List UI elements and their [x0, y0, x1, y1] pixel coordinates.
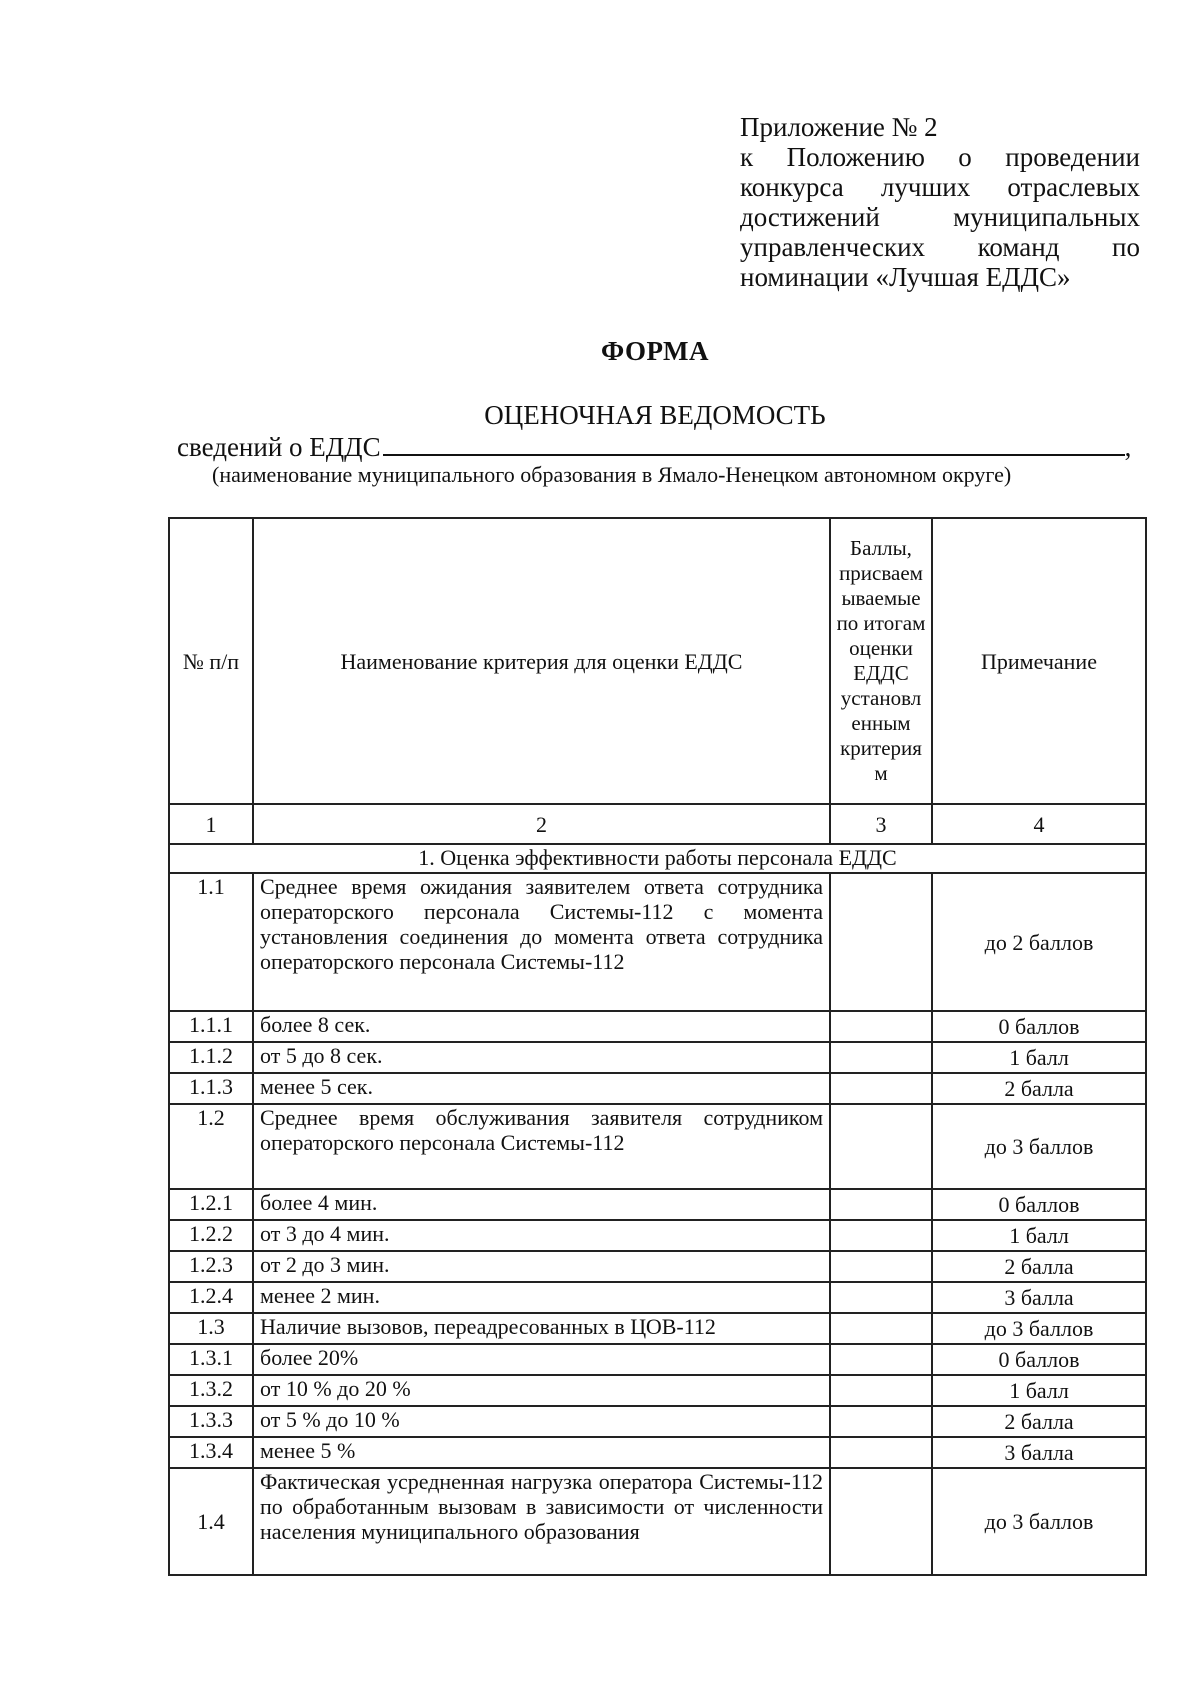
row-note: 0 баллов: [932, 1344, 1146, 1375]
row-note: 0 баллов: [932, 1011, 1146, 1042]
header-points: Баллы, присваем ываемые по итогам оценки ЕДДС установл енным критерия м: [830, 518, 932, 804]
row-points: [830, 873, 932, 1011]
row-criterion: Среднее время обслуживания заявителя сотрудником операторского персонала Системы-112: [253, 1104, 830, 1189]
section-row: [169, 844, 1146, 873]
subject-blank-line: [383, 430, 1125, 456]
table-row: [169, 1042, 1146, 1073]
row-criterion: от 5 % до 10 %: [253, 1406, 830, 1437]
row-points: [830, 1251, 932, 1282]
table-row: [169, 1073, 1146, 1104]
appendix-line: Приложение № 2: [740, 112, 938, 142]
table-row: [169, 1375, 1146, 1406]
table-row: [169, 1437, 1146, 1468]
row-note: до 3 баллов: [932, 1468, 1146, 1575]
row-criterion: Среднее время ожидания заявителем ответа сотрудника операторского персонала Системы-112 с момента установления соединения до момента ответа сотрудника операторского персонала Системы-112: [253, 873, 830, 1011]
row-points: [830, 1073, 932, 1104]
row-points: [830, 1468, 932, 1575]
row-criterion: более 4 мин.: [253, 1189, 830, 1220]
appendix-line: управленческих команд по: [740, 232, 1140, 262]
row-points: [830, 1313, 932, 1344]
table-row: [169, 1251, 1146, 1282]
row-note: 1 балл: [932, 1042, 1146, 1073]
row-points: [830, 1375, 932, 1406]
row-note: до 3 баллов: [932, 1104, 1146, 1189]
table-row: [169, 873, 1146, 1011]
row-criterion: менее 5 %: [253, 1437, 830, 1468]
row-num: 1.1: [169, 873, 253, 1011]
form-title: ФОРМА: [601, 336, 709, 366]
row-num: 1.2.4: [169, 1282, 253, 1313]
col-number: 4: [932, 804, 1146, 844]
table-row: [169, 1189, 1146, 1220]
header-note: Примечание: [932, 518, 1146, 804]
row-points: [830, 1220, 932, 1251]
row-points: [830, 1042, 932, 1073]
row-criterion: от 10 % до 20 %: [253, 1375, 830, 1406]
header-criterion: Наименование критерия для оценки ЕДДС: [253, 518, 830, 804]
table-row: [169, 1406, 1146, 1437]
row-note: до 2 баллов: [932, 873, 1146, 1011]
row-note: до 3 баллов: [932, 1313, 1146, 1344]
table-row: [169, 1011, 1146, 1042]
sheet-title: ОЦЕНОЧНАЯ ВЕДОМОСТЬ: [484, 400, 826, 430]
appendix-line: к Положению о проведении: [740, 142, 1140, 172]
table-row: [169, 1344, 1146, 1375]
section-title: 1. Оценка эффективности работы персонала ЕДДС: [169, 844, 1146, 873]
col-number: 2: [253, 804, 830, 844]
row-points: [830, 1189, 932, 1220]
col-number: 3: [830, 804, 932, 844]
col-number: 1: [169, 804, 253, 844]
subject-label: сведений о ЕДДС: [177, 432, 381, 462]
row-num: 1.3: [169, 1313, 253, 1344]
row-criterion: от 5 до 8 сек.: [253, 1042, 830, 1073]
row-criterion: от 3 до 4 мин.: [253, 1220, 830, 1251]
criteria-table: [168, 517, 1147, 1576]
subject-line: [177, 430, 1131, 463]
row-note: 0 баллов: [932, 1189, 1146, 1220]
row-num: 1.2.2: [169, 1220, 253, 1251]
row-points: [830, 1282, 932, 1313]
row-criterion: менее 5 сек.: [253, 1073, 830, 1104]
row-points: [830, 1437, 932, 1468]
appendix-line: достижений муниципальных: [740, 202, 1140, 232]
row-num: 1.4: [169, 1468, 253, 1575]
row-num: 1.1.2: [169, 1042, 253, 1073]
row-note: 2 балла: [932, 1073, 1146, 1104]
row-num: 1.2.3: [169, 1251, 253, 1282]
row-criterion: менее 2 мин.: [253, 1282, 830, 1313]
row-points: [830, 1104, 932, 1189]
row-num: 1.1.3: [169, 1073, 253, 1104]
row-num: 1.3.2: [169, 1375, 253, 1406]
table-row: [169, 1468, 1146, 1575]
row-num: 1.1.1: [169, 1011, 253, 1042]
row-points: [830, 1344, 932, 1375]
row-points: [830, 1011, 932, 1042]
row-criterion: Наличие вызовов, переадресованных в ЦОВ-112: [253, 1313, 830, 1344]
row-criterion: Фактическая усредненная нагрузка оператора Системы-112 по обработанным вызовам в зависимости от численности населения муниципального образования: [253, 1468, 830, 1575]
row-note: 3 балла: [932, 1282, 1146, 1313]
table-row: [169, 1282, 1146, 1313]
subject-hint: (наименование муниципального образования в Ямало-Ненецком автономном округе): [212, 462, 1012, 487]
row-points: [830, 1406, 932, 1437]
appendix-block: [740, 112, 1140, 292]
table-row: [169, 1313, 1146, 1344]
row-num: 1.3.4: [169, 1437, 253, 1468]
row-num: 1.2: [169, 1104, 253, 1189]
row-note: 3 балла: [932, 1437, 1146, 1468]
row-note: 2 балла: [932, 1251, 1146, 1282]
row-num: 1.3.1: [169, 1344, 253, 1375]
row-num: 1.3.3: [169, 1406, 253, 1437]
table-header-row: [169, 518, 1146, 804]
table-row: [169, 1104, 1146, 1189]
row-num: 1.2.1: [169, 1189, 253, 1220]
header-num: № п/п: [169, 518, 253, 804]
row-note: 1 балл: [932, 1220, 1146, 1251]
appendix-line: конкурса лучших отраслевых: [740, 172, 1140, 202]
row-note: 2 балла: [932, 1406, 1146, 1437]
row-criterion: более 20%: [253, 1344, 830, 1375]
row-note: 1 балл: [932, 1375, 1146, 1406]
subject-suffix: ,: [1124, 432, 1132, 462]
row-criterion: более 8 сек.: [253, 1011, 830, 1042]
appendix-line: номинации «Лучшая ЕДДС»: [740, 262, 1071, 292]
row-criterion: от 2 до 3 мин.: [253, 1251, 830, 1282]
table-row: [169, 1220, 1146, 1251]
column-number-row: [169, 804, 1146, 844]
